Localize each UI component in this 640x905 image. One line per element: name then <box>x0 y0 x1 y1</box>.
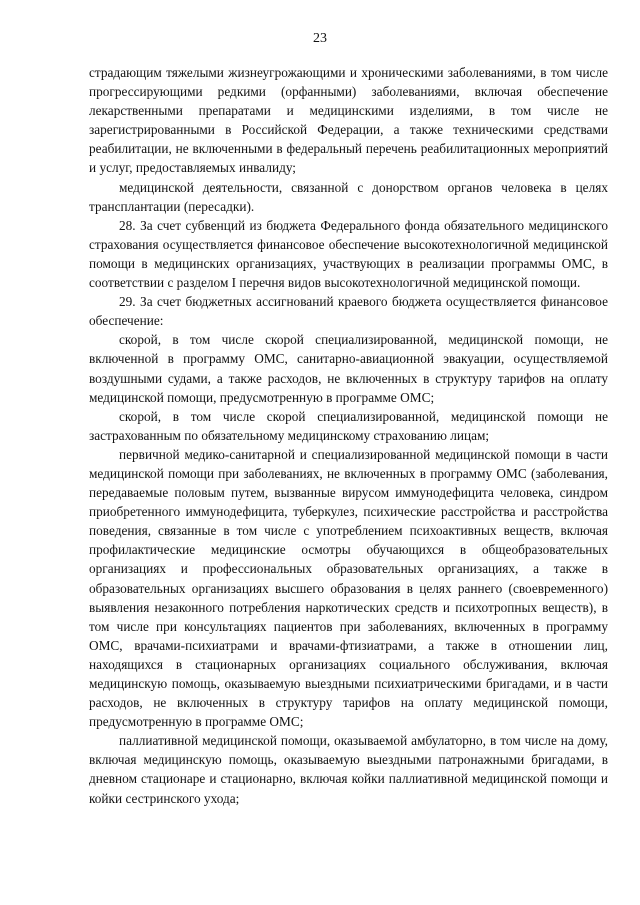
paragraph-continuation: страдающим тяжелыми жизнеугрожающими и хроническими заболеваниями, в том числе прогрессирующими редкими (орфанными) заболеваниями, включая обеспечение лекарственными препаратами и медицинскими изделиями, в том числе не зарегистрированными в Российской Федерации, а также техническими средствами реабилитации, не включенными в федеральный перечень реабилитационных мероприятий и услуг, предоставляемых инвалиду; <box>89 65 608 176</box>
paragraph: паллиативной медицинской помощи, оказываемой амбулаторно, в том числе на дому, включая медицинскую помощь, оказываемую выездными патронажными бригадами, в дневном стационаре и стационарно, включая койки паллиативной медицинской помощи и койки сестринского ухода; <box>89 733 608 806</box>
document-body <box>89 63 608 808</box>
paragraph: первичной медико-санитарной и специализированной медицинской помощи в части медицинской помощи при заболеваниях, не включенных в программу ОМС (заболевания, передаваемые половым путем, вызванные вирусом иммунодефицита человека, синдром приобретенного иммунодефицита, туберкулез, психические расстройства и расстройства поведения, связанные в том числе с употреблением психоактивных веществ, включая профилактические медицинские осмотры обучающихся в общеобразовательных организациях и профессиональных образовательных организациях, а также в образовательных организациях высшего образования в целях раннего (своевременного) выявления незаконного потребления наркотических средств и психотропных веществ), в том числе при консультациях пациентов при заболеваниях, включенных в программу ОМС, врачами-психиатрами и врачами-фтизиатрами, а также в отношении лиц, находящихся в стационарных организациях социального обслуживания, включая медицинскую помощь, оказываемую выездными психиатрическими бригадами, и в части расходов, не включенных в структуру тарифов на оплату медицинской помощи, предусмотренную в программе ОМС; <box>89 446 608 730</box>
paragraph: скорой, в том числе скорой специализированной, медицинской помощи, не включенной в программу ОМС, санитарно-авиационной эвакуации, осуществляемой воздушными судами, а также расходов, не включенных в структуру тарифов на оплату медицинской помощи, предусмотренную в программе ОМС; <box>89 332 608 405</box>
paragraph: скорой, в том числе скорой специализированной, медицинской помощи не застрахованным по обязательному медицинскому страхованию лицам; <box>89 408 608 443</box>
paragraph-item-29: 29. За счет бюджетных ассигнований краевого бюджета осуществляется финансовое обеспечение: <box>89 294 608 329</box>
paragraph: медицинской деятельности, связанной с донорством органов человека в целях трансплантации (пересадки). <box>89 179 608 214</box>
paragraph-item-28: 28. За счет субвенций из бюджета Федерального фонда обязательного медицинского страхования осуществляется финансовое обеспечение высокотехнологичной медицинской помощи в медицинских организациях, участвующих в реализации программы ОМС, в соответствии с разделом I перечня видов высокотехнологичной медицинской помощи. <box>89 217 608 291</box>
page-number: 23 <box>313 31 327 46</box>
